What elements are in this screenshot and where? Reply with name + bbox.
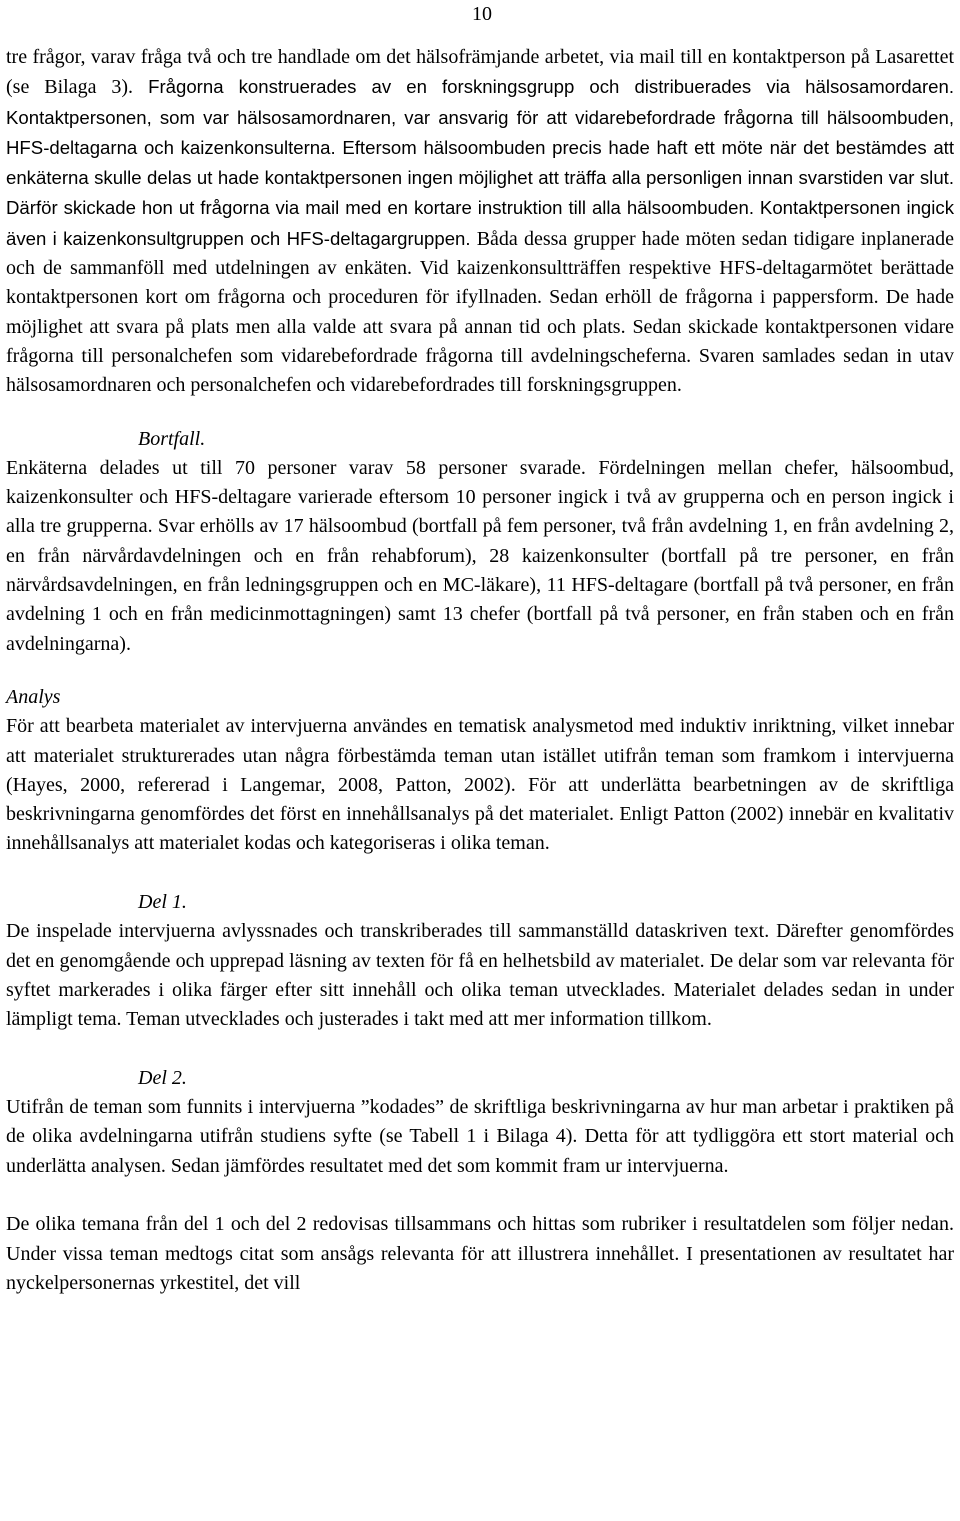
paragraph-bortfall: Enkäterna delades ut till 70 personer varav 58 personer svarade. Fördelningen mellan chefer, hälsoombud, kaizenkonsulter och HFS-deltagare varierade eftersom 10 personer ingick i två av grupperna och en person ingick i alla tre grupperna. Svar erhölls av 17 hälsoombud (bortfall på fem personer, två från avdelning 1, en från avdelning 2, en från närvårdavdelningen och en från rehabforum), 28 kaizenkonsulter (bortfall på tre personer, en från närvårdsavdelningen, en från ledningsgruppen och en MC-läkare), 11 HFS-deltagare (bortfall på två personer, en från avdelning 1 och en från medicinmottagningen) samt 13 chefer (bortfall på två personer, en från staben och en från avdelningarna). bbox=[6, 456, 954, 655]
paragraph-method-distribution bbox=[6, 43, 954, 401]
heading-bortfall: Bortfall. bbox=[138, 427, 206, 450]
spacer bbox=[6, 659, 954, 683]
page-number: 10 bbox=[472, 3, 492, 25]
text-run: Båda dessa grupper hade möten sedan tidigare inplanerade och de sammanföll med utdelningen av enkäten. Vid kaizenkonsultträffen respektive HFS-deltagarmötet berättade kontaktpersonen kort om frågorna och proceduren för ifyllnaden. Sedan erhöll de frågorna i pappersform. De hade möjlighet att svara på plats men alla valde att svara på annan tid och plats. Sedan skickade kontaktpersonen vidare frågorna till personalchefen som vidarebefordrade frågorna till avdelningscheferna. Svaren samlades sedan in utav hälsosamordnaren och personalchefen och vidarebefordrades till forskningsgruppen. bbox=[6, 227, 954, 397]
paragraph-del-1: De inspelade intervjuerna avlyssnades och transkriberades till sammanställd dataskriven text. Därefter genomfördes det en genomgående och upprepad läsning av texten för få en helhetsbild av materialet. De delar som var relevanta för syftet markerades i olika färger efter sitt innehåll och olika teman utvecklades. Materialet delades sedan in under lämpligt tema. Teman utvecklades och justerades i takt med att mer information tillkom. bbox=[6, 920, 954, 1031]
document-body bbox=[6, 43, 954, 1298]
paragraph-del-2: Utifrån de teman som funnits i intervjuerna ”kodades” de skriftliga beskrivningarna av hur man arbetar i praktiken på de olika avdelningarna utifrån studiens syfte (se Tabell 1 i Bilaga 4). Detta för att tydliggöra ett stort material och underlätta analysen. Sedan jämfördes resultatet med det som kommit fram ur intervjuerna. bbox=[6, 1096, 954, 1177]
spacer bbox=[6, 401, 954, 425]
heading-del-1: Del 1. bbox=[138, 891, 187, 914]
spacer bbox=[6, 1035, 954, 1064]
heading-del-2: Del 2. bbox=[138, 1066, 187, 1089]
paragraph-final: De olika temana från del 1 och del 2 redovisas tillsammans och hittas som rubriker i resultatdelen som följer nedan. Under vissa teman medtogs citat som ansågs relevanta för att illustrera innehållet. I presentationen av resultatet har nyckelpersonernas yrkestitel, det vill bbox=[6, 1213, 954, 1294]
spacer bbox=[6, 859, 954, 888]
text-run-sans: Frågorna konstruerades av en forskningsgrupp och distribuerades via hälsosamordaren. Kontaktpersonen, som var hälsosamordnaren, var ansvarig för att vidarebefordrade frågorna till hälsoombuden, HFS-deltagarna och kaizenkonsulterna. bbox=[6, 76, 954, 158]
text-run: tre frågor, varav fråga två och tre handlade om det hälsofrämjande arbetet, via mail till en kontaktperson på Lasarettet (se Bilaga 3). bbox=[6, 46, 954, 99]
paragraph-analys: För att bearbeta materialet av intervjuerna användes en tematisk analysmetod med induktiv inriktning, vilket innebar att materialet strukturerades utan några förbestämda teman utan istället utifrån teman som framkom i intervjuerna (Hayes, 2000, refererad i Langemar, 2008, Patton, 2002). För att underlätta bearbetningen av de skriftliga beskrivningarna genomfördes det först en innehållsanalys på det materialet. Enligt Patton (2002) innebär en kvalitativ innehållsanalys att materialet kodas och kategoriseras i olika teman. bbox=[6, 715, 954, 855]
text-run-sans: Eftersom hälsoombuden precis hade haft ett möte när det bestämdes att enkäterna skulle delas ut hade kontaktpersonen ingen möjlighet att träffa alla personligen innan svarstiden var slut. Därför skickade hon ut frågorna via mail med en kortare instruktion till alla hälsoombuden. Kontaktpersonen ingick även i kaizenkonsultgruppen och HFS-deltagargruppen. bbox=[6, 136, 954, 249]
spacer bbox=[6, 1181, 954, 1210]
heading-analys: Analys bbox=[6, 685, 61, 708]
